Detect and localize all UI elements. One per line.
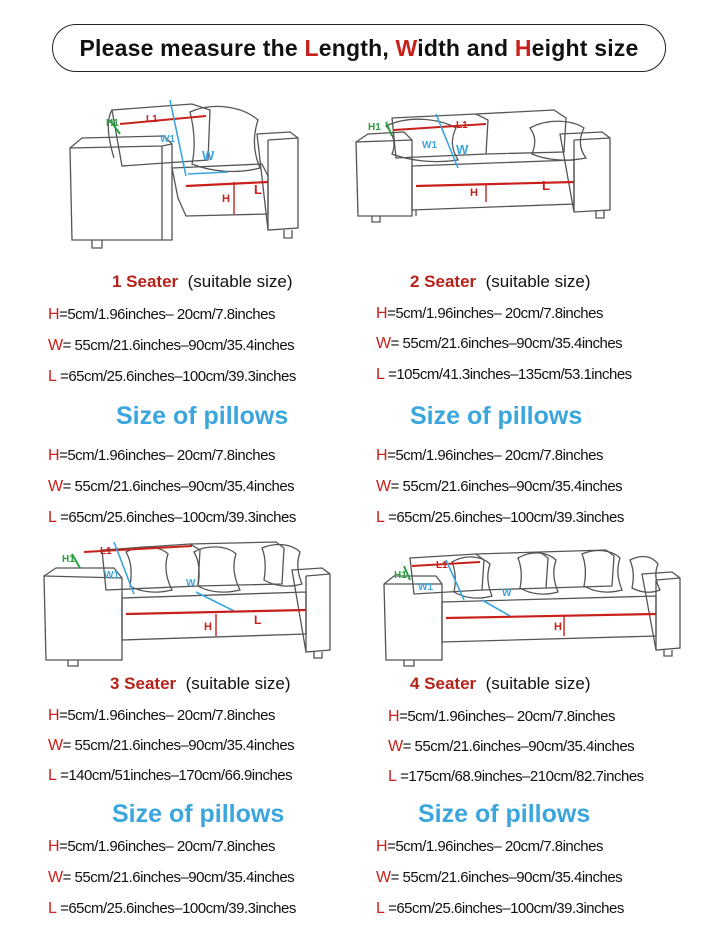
diagram-label-l: L [542, 178, 550, 193]
pillow-w-3-seater: W= 55cm/21.6inches–90cm/35.4inches [48, 869, 295, 886]
size-h-4-seater: H=5cm/1.96inches– 20cm/7.8inches [388, 708, 615, 725]
diagram-label-l: L [254, 613, 262, 627]
section-heading-2-seater: 2 Seater (suitable size) [410, 272, 591, 291]
section-heading-4-seater: 4 Seater (suitable size) [410, 674, 591, 693]
section-heading-3-seater: 3 Seater (suitable size) [110, 674, 291, 693]
diagram-label-w: W [202, 148, 215, 163]
diagram-label-h: H [204, 621, 212, 633]
size-l-4-seater: L =175cm/68.9inches–210cm/82.7inches [388, 768, 644, 785]
diagram-label-h1: H1 [62, 554, 75, 565]
pillow-h-4-seater: H=5cm/1.96inches– 20cm/7.8inches [376, 838, 603, 855]
diagram-label-w1: W1 [418, 582, 433, 593]
pillow-l-3-seater: L =65cm/25.6inches–100cm/39.3inches [48, 900, 296, 917]
pillow-title-1-seater: Size of pillows [116, 402, 289, 430]
diagram-label-l1: L1 [146, 114, 158, 125]
size-h-3-seater: H=5cm/1.96inches– 20cm/7.8inches [48, 707, 275, 724]
pillow-title-4-seater: Size of pillows [418, 800, 591, 828]
diagram-label-w: W [456, 142, 469, 157]
diagram-label-w1: W1 [104, 570, 119, 581]
size-w-2-seater: W= 55cm/21.6inches–90cm/35.4inches [376, 335, 623, 352]
size-w-1-seater: W= 55cm/21.6inches–90cm/35.4inches [48, 337, 295, 354]
diagram-label-l1: L1 [100, 546, 112, 557]
diagram-label-h: H [222, 193, 230, 205]
pillow-l-2-seater: L =65cm/25.6inches–100cm/39.3inches [376, 509, 624, 526]
title-banner [52, 24, 666, 72]
size-h-2-seater: H=5cm/1.96inches– 20cm/7.8inches [376, 305, 603, 322]
diagram-label-h1: H1 [394, 570, 407, 581]
diagram-label-h: H [470, 187, 478, 199]
diagram-label-w1: W1 [160, 134, 175, 145]
diagram-label-l1: L1 [436, 560, 448, 571]
sofa-diagram-1-seater [62, 98, 312, 258]
pillow-title-2-seater: Size of pillows [410, 402, 583, 430]
size-w-3-seater: W= 55cm/21.6inches–90cm/35.4inches [48, 737, 295, 754]
pillow-title-3-seater: Size of pillows [112, 800, 285, 828]
diagram-label-w1: W1 [422, 140, 437, 151]
sofa-diagram-4-seater [380, 544, 684, 668]
size-l-3-seater: L =140cm/51inches–170cm/66.9inches [48, 767, 293, 784]
pillow-h-3-seater: H=5cm/1.96inches– 20cm/7.8inches [48, 838, 275, 855]
pillow-w-2-seater: W= 55cm/21.6inches–90cm/35.4inches [376, 478, 623, 495]
diagram-label-w: W [502, 588, 512, 599]
pillow-w-4-seater: W= 55cm/21.6inches–90cm/35.4inches [376, 869, 623, 886]
pillow-l-1-seater: L =65cm/25.6inches–100cm/39.3inches [48, 509, 296, 526]
size-h-1-seater: H=5cm/1.96inches– 20cm/7.8inches [48, 306, 275, 323]
section-heading-1-seater: 1 Seater (suitable size) [112, 272, 293, 291]
diagram-label-l: L [254, 182, 262, 197]
sofa-diagram-3-seater [40, 538, 336, 668]
sofa-diagram-2-seater [352, 98, 618, 228]
diagram-label-h1: H1 [106, 118, 119, 129]
size-w-4-seater: W= 55cm/21.6inches–90cm/35.4inches [388, 738, 635, 755]
banner-title: Please measure the Length, Width and Height size [79, 34, 639, 61]
diagram-label-l1: L1 [456, 120, 468, 131]
size-l-2-seater: L =105cm/41.3inches–135cm/53.1inches [376, 366, 632, 383]
pillow-h-2-seater: H=5cm/1.96inches– 20cm/7.8inches [376, 447, 603, 464]
pillow-h-1-seater: H=5cm/1.96inches– 20cm/7.8inches [48, 447, 275, 464]
diagram-label-w: W [186, 578, 196, 589]
diagram-label-h: H [554, 621, 562, 633]
size-l-1-seater: L =65cm/25.6inches–100cm/39.3inches [48, 368, 296, 385]
diagram-label-h1: H1 [368, 122, 381, 133]
pillow-l-4-seater: L =65cm/25.6inches–100cm/39.3inches [376, 900, 624, 917]
pillow-w-1-seater: W= 55cm/21.6inches–90cm/35.4inches [48, 478, 295, 495]
